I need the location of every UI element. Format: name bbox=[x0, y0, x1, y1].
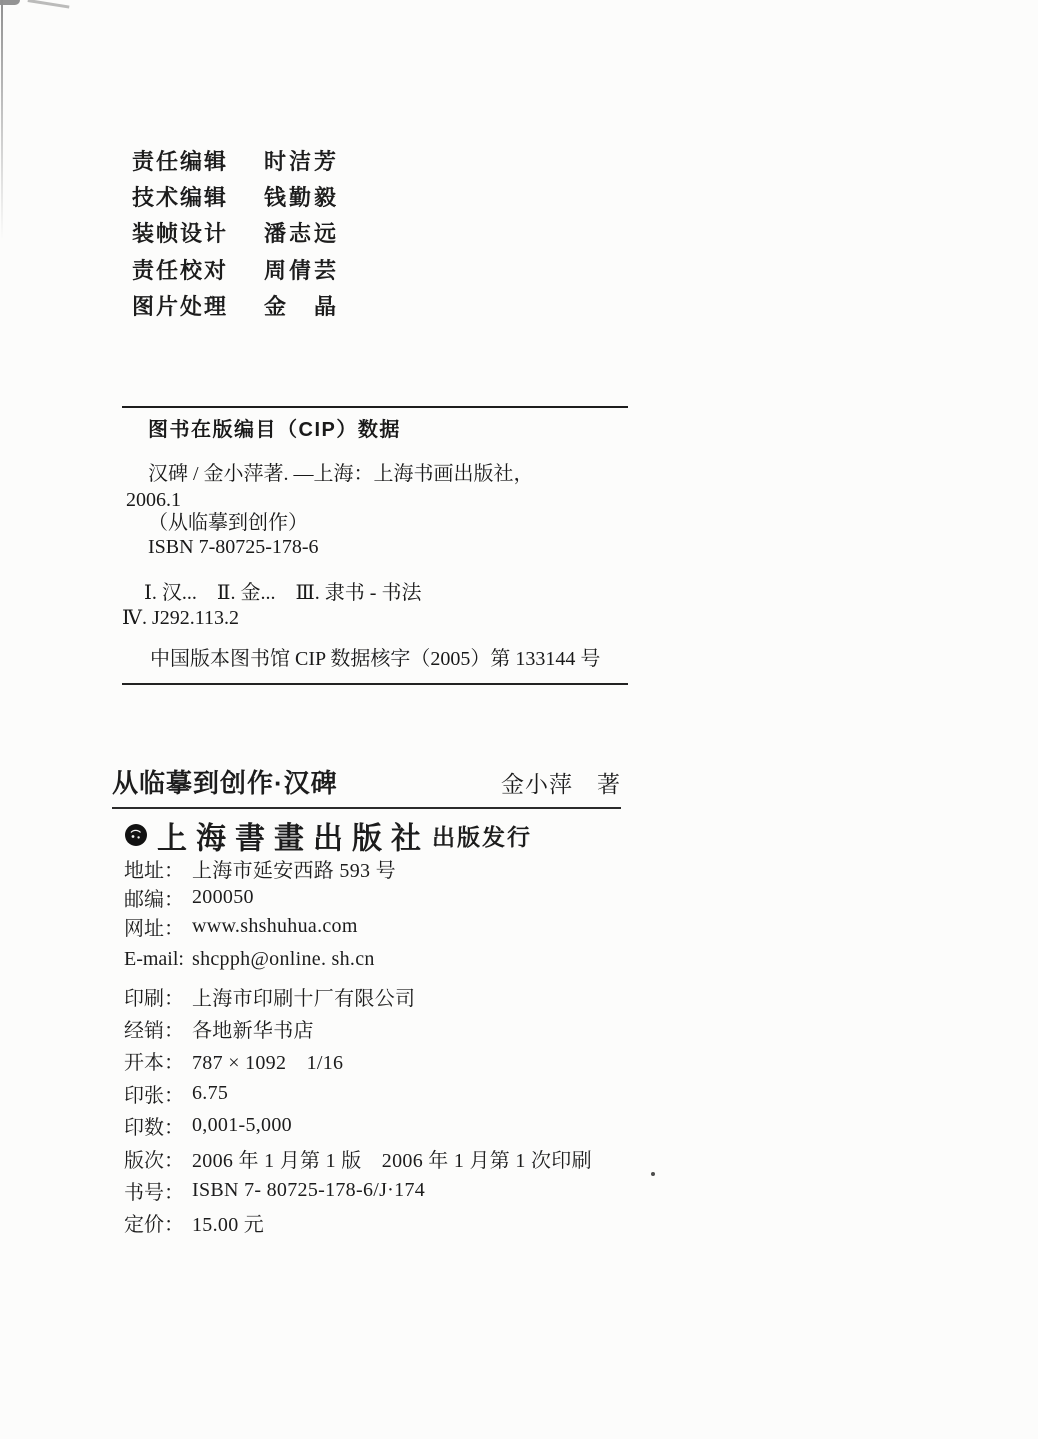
publisher-suffix: 出版发行 bbox=[432, 823, 532, 850]
scan-edge-line bbox=[1, 0, 3, 240]
info-value: 0,001-5,000 bbox=[192, 1114, 292, 1137]
info-value: 200050 bbox=[192, 886, 254, 908]
scan-corner-smudge bbox=[0, 0, 20, 5]
contact-block bbox=[124, 854, 396, 974]
credits-role-label: 装帧设计 bbox=[132, 221, 229, 247]
book-title: 从临摹到创作·汉碑 bbox=[112, 768, 338, 798]
info-value: 15.00 元 bbox=[192, 1214, 265, 1237]
credits-row bbox=[132, 287, 339, 323]
credits-role-label: 技术编辑 bbox=[132, 184, 229, 210]
book-author: 金小萍 著 bbox=[501, 772, 621, 797]
credits-row bbox=[132, 215, 339, 251]
info-row bbox=[124, 1012, 592, 1044]
publisher-line bbox=[124, 817, 532, 856]
credits-role-label: 责任编辑 bbox=[132, 148, 229, 174]
publisher-seal-icon bbox=[124, 823, 148, 847]
info-row bbox=[124, 945, 396, 974]
info-row bbox=[124, 980, 592, 1012]
info-row bbox=[124, 912, 396, 941]
cip-line: 2006.1 bbox=[126, 489, 181, 511]
info-row bbox=[124, 1110, 592, 1142]
info-row bbox=[124, 1142, 592, 1174]
scan-corner-streak bbox=[28, 0, 70, 9]
info-value: www.shshuhua.com bbox=[192, 915, 358, 937]
info-row bbox=[124, 1077, 592, 1109]
cip-classification-line: Ⅳ. J292.113.2 bbox=[122, 607, 240, 629]
info-value: 2006 年 1 月第 1 版 2006 年 1 月第 1 次印刷 bbox=[192, 1149, 592, 1172]
info-value: 6.75 bbox=[192, 1081, 229, 1104]
info-label: 版次： bbox=[124, 1149, 184, 1172]
credits-person-name: 时洁芳 bbox=[264, 148, 340, 174]
cip-classification-line: Ⅰ. 汉... Ⅱ. 金... Ⅲ. 隶书 - 书法 bbox=[144, 582, 422, 604]
credits-row bbox=[132, 251, 339, 287]
info-label: 印刷： bbox=[124, 987, 184, 1010]
info-value: 上海市印刷十厂有限公司 bbox=[192, 987, 416, 1010]
credits-person-name: 钱勤毅 bbox=[264, 184, 340, 210]
credits-person-name: 金 晶 bbox=[264, 293, 340, 319]
info-label: 印张： bbox=[124, 1084, 184, 1107]
credits-block bbox=[132, 142, 339, 323]
info-label: 地址： bbox=[124, 860, 184, 882]
info-row bbox=[124, 883, 396, 912]
credits-person-name: 周倩芸 bbox=[264, 257, 340, 283]
credits-role-label: 图片处理 bbox=[132, 293, 229, 319]
info-value: shcpph@online. sh.cn bbox=[191, 948, 375, 970]
ink-speck bbox=[651, 1172, 655, 1176]
info-value: 上海市延安西路 593 号 bbox=[192, 860, 396, 882]
publisher-name-calligraphy: 上海書畫出版社 bbox=[157, 821, 430, 856]
title-row bbox=[112, 763, 621, 809]
info-row bbox=[124, 1045, 592, 1077]
cip-line: 汉碑 / 金小萍著. —上海：上海书画出版社， bbox=[148, 463, 534, 485]
cip-heading: 图书在版编目（CIP）数据 bbox=[148, 419, 401, 441]
info-label: 经销： bbox=[124, 1020, 184, 1043]
info-row bbox=[124, 1207, 592, 1239]
info-value: ISBN 7- 80725-178-6/J·174 bbox=[192, 1179, 426, 1202]
info-value: 各地新华书店 bbox=[192, 1020, 314, 1043]
credits-role-label: 责任校对 bbox=[132, 257, 229, 283]
info-label: 网址： bbox=[124, 918, 184, 940]
info-label: 书号： bbox=[124, 1182, 184, 1205]
info-label: 开本： bbox=[124, 1052, 184, 1075]
info-label: E-mail: bbox=[124, 948, 184, 970]
cip-isbn-line: ISBN 7-80725-178-6 bbox=[148, 536, 319, 558]
credits-row bbox=[132, 142, 339, 178]
info-row bbox=[124, 854, 396, 883]
credits-person-name: 潘志远 bbox=[264, 221, 340, 247]
printing-block bbox=[124, 980, 592, 1239]
info-label: 印数： bbox=[124, 1117, 184, 1140]
credits-row bbox=[132, 178, 339, 214]
info-label: 定价： bbox=[124, 1214, 184, 1237]
info-row bbox=[124, 1174, 592, 1206]
info-label: 邮编： bbox=[124, 889, 184, 911]
cip-line: （从临摹到创作） bbox=[148, 512, 308, 534]
cip-data-box bbox=[122, 406, 628, 685]
cip-record-number: 中国版本图书馆 CIP 数据核字（2005）第 133144 号 bbox=[150, 648, 601, 670]
info-value: 787 × 1092 1/16 bbox=[192, 1052, 344, 1075]
